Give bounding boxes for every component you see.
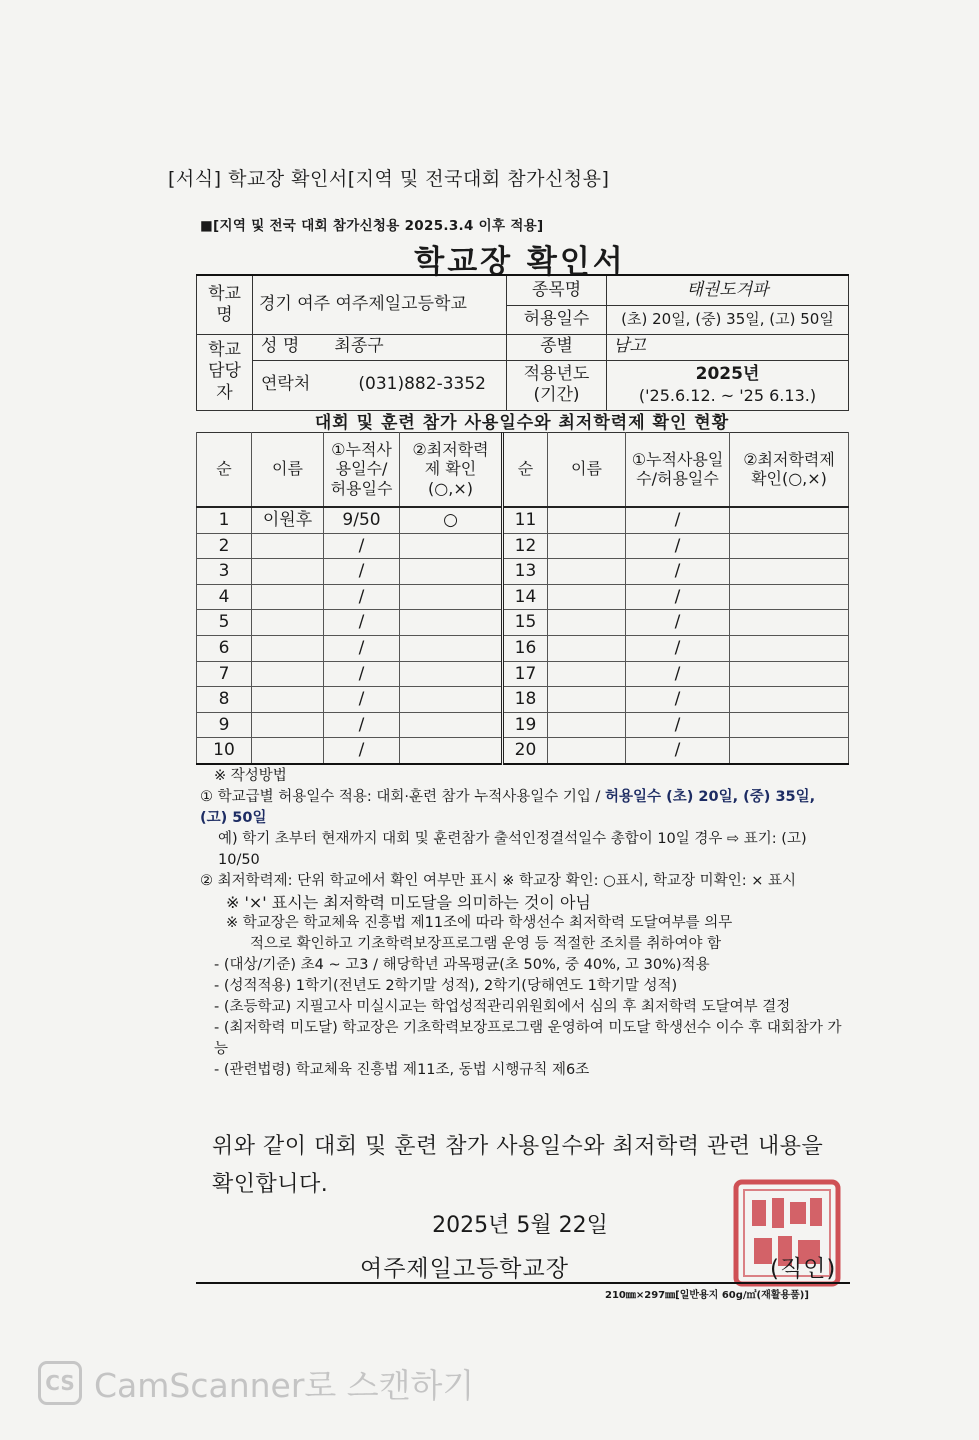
- table-row: [197, 533, 849, 559]
- row-name: [252, 533, 324, 559]
- row-name: [548, 712, 626, 738]
- roster-body: [197, 507, 849, 764]
- header-name-right: 이름: [548, 432, 626, 507]
- row-grade: [730, 738, 849, 764]
- note-2b: 적으로 확인하고 기초학력보장프로그램 운영 등 적절한 조치를 취하여야 함: [250, 936, 722, 952]
- header-grade-left: ②최저학력제 확인(○,×): [400, 432, 503, 507]
- form-tag: [서식] 학교장 확인서[지역 및 전국대회 참가신청용]: [168, 168, 610, 190]
- year-cell: [607, 360, 849, 410]
- row-days: /: [324, 533, 400, 559]
- detail-1: - (대상/기준) 초4 ~ 고3 / 해당학년 과목평균(초 50%, 중 40%, 고 30%)적용: [214, 957, 710, 973]
- row-days: /: [324, 687, 400, 713]
- name-value: 최종구: [334, 336, 384, 357]
- instruction-1-example: 예) 학기 초부터 현재까지 대회 및 훈련참가 출석인정결석일수 총합이 10일 경우 ⇨ 표기: (고) 10/50: [218, 831, 807, 868]
- row-days: /: [324, 738, 400, 764]
- row-no: 1: [197, 507, 252, 533]
- instruction-1: [200, 787, 846, 829]
- contact-value: (031)882-3352: [358, 374, 486, 395]
- row-grade: [400, 635, 503, 661]
- row-no: 5: [197, 610, 252, 636]
- row-no: 6: [197, 635, 252, 661]
- row-name: [548, 635, 626, 661]
- row-days: /: [626, 687, 730, 713]
- row-no: 2: [197, 533, 252, 559]
- row-no: 16: [503, 635, 548, 661]
- header-grade-right: ②최저학력제 확인(○,×): [730, 432, 849, 507]
- watermark-text: CamScanner로 스캔하기: [94, 1365, 475, 1405]
- row-days: /: [324, 584, 400, 610]
- row-no: 19: [503, 712, 548, 738]
- row-no: 11: [503, 507, 548, 533]
- row-name: [548, 687, 626, 713]
- school-info-table: [196, 274, 849, 411]
- table-row: [197, 610, 849, 636]
- row-name: [252, 635, 324, 661]
- instruction-2: ② 최저학력제: 단위 학교에서 확인 여부만 표시 ※ 학교장 확인: ○표시, 학교장 미확인: × 표시: [200, 873, 796, 889]
- row-no: 8: [197, 687, 252, 713]
- confirmation-text: 위와 같이 대회 및 훈련 참가 사용일수와 최저학력 관련 내용을 확인합니다.: [212, 1134, 824, 1197]
- row-name: [252, 661, 324, 687]
- row-grade: [400, 712, 503, 738]
- paper-spec: 210㎜×297㎜[일반용지 60g/㎡(재활용품)]: [605, 1290, 809, 1301]
- row-days: /: [324, 559, 400, 585]
- table-row: [197, 635, 849, 661]
- school-value: 경기 여주 여주제일고등학교: [253, 275, 507, 334]
- allowed-days-label: 허용일수: [507, 305, 607, 334]
- row-name: [252, 559, 324, 585]
- principal-title: 여주제일고등학교장: [360, 1256, 569, 1282]
- row-days: /: [626, 738, 730, 764]
- allowed-days-value: (초) 20일, (중) 35일, (고) 50일: [607, 305, 849, 334]
- applicability-notice: ■[지역 및 전국 대회 참가신청용 2025.3.4 이후 적용]: [200, 218, 544, 234]
- note-1: ※ '×' 표시는 최저학력 미도달을 의미하는 것이 아님: [226, 893, 591, 912]
- status-title: 대회 및 훈련 참가 사용일수와 최저학력제 확인 현황: [196, 408, 848, 433]
- instructions: [200, 766, 846, 1081]
- row-grade: [730, 507, 849, 533]
- row-grade: [400, 738, 503, 764]
- row-no: 17: [503, 661, 548, 687]
- row-grade: [730, 533, 849, 559]
- row-name: [252, 610, 324, 636]
- row-days: /: [324, 661, 400, 687]
- year-value: 2025년: [695, 364, 760, 385]
- manager-label: 학교담당자: [197, 334, 253, 410]
- instruction-1-text: ① 학교급별 허용일수 적용: 대회·훈련 참가 누적사용일수 기입 /: [200, 789, 606, 805]
- bottom-rule: [196, 1282, 850, 1284]
- row-grade: [400, 533, 503, 559]
- row-days: /: [626, 635, 730, 661]
- header-no-left: 순: [197, 432, 252, 507]
- row-no: 14: [503, 584, 548, 610]
- header-name-left: 이름: [252, 432, 324, 507]
- row-no: 10: [197, 738, 252, 764]
- row-grade: [400, 610, 503, 636]
- camscanner-logo-icon: CS: [38, 1361, 82, 1405]
- event-label: 종목명: [507, 275, 607, 305]
- row-grade: [400, 584, 503, 610]
- table-row: [197, 559, 849, 585]
- camscanner-watermark: [38, 1360, 474, 1406]
- issue-date: 2025년 5월 22일: [432, 1213, 608, 1238]
- period-value: ('25.6.12. ~ '25 6.13.): [638, 385, 817, 405]
- detail-5: - (관련법령) 학교체육 진흥법 제11조, 동법 시행규칙 제6조: [214, 1062, 590, 1078]
- row-name: [548, 661, 626, 687]
- row-name: [548, 738, 626, 764]
- row-no: 7: [197, 661, 252, 687]
- table-row: [197, 661, 849, 687]
- row-no: 4: [197, 584, 252, 610]
- row-days: /: [626, 610, 730, 636]
- row-name: [548, 559, 626, 585]
- row-days: /: [626, 584, 730, 610]
- row-grade: [730, 661, 849, 687]
- row-grade: [730, 610, 849, 636]
- gender-value: 남고: [607, 334, 849, 360]
- seal-mark-label: (직인): [770, 1256, 837, 1282]
- row-days: /: [626, 712, 730, 738]
- note-2a: ※ 학교장은 학교체육 진흥법 제11조에 따라 학생선수 최저학력 도달여부를 의무: [226, 915, 733, 931]
- header-days-right: ①누적사용일수/허용일수: [626, 432, 730, 507]
- row-days: /: [324, 635, 400, 661]
- row-no: 12: [503, 533, 548, 559]
- header-days-left: ①누적사용일수/허용일수: [324, 432, 400, 507]
- roster-table: [196, 432, 849, 765]
- row-grade: [730, 712, 849, 738]
- row-name: [252, 738, 324, 764]
- document-title: 학교장 확인서: [414, 244, 626, 280]
- event-value: 태권도겨파: [607, 275, 849, 305]
- row-days: /: [626, 507, 730, 533]
- row-name: 이원후: [252, 507, 324, 533]
- row-grade: [400, 559, 503, 585]
- row-days: /: [626, 533, 730, 559]
- row-name: [548, 507, 626, 533]
- row-name: [252, 712, 324, 738]
- name-label: 성 명: [261, 336, 300, 357]
- contact-label: 연락처: [261, 374, 311, 395]
- detail-3: - (초등학교) 지필고사 미실시교는 학업성적관리위원회에서 심의 후 최저학력 도달여부 결정: [214, 999, 791, 1015]
- row-grade: [730, 559, 849, 585]
- row-grade: [400, 661, 503, 687]
- row-days: /: [626, 661, 730, 687]
- row-grade: [400, 687, 503, 713]
- row-days: 9/50: [324, 507, 400, 533]
- detail-4: - (최저학력 미도달) 학교장은 기초학력보장프로그램 운영하여 미도달 학생선수 이수 후 대회참가 가능: [214, 1020, 842, 1057]
- row-grade: [730, 687, 849, 713]
- row-name: [252, 584, 324, 610]
- row-grade: ○: [400, 507, 503, 533]
- table-row: [197, 584, 849, 610]
- row-no: 3: [197, 559, 252, 585]
- instruction-1-highlight: 허용일수 (초) 20일, (중) 35일, (고) 50일: [200, 789, 816, 826]
- row-days: /: [324, 610, 400, 636]
- table-row: [197, 507, 849, 533]
- row-no: 15: [503, 610, 548, 636]
- row-days: /: [324, 712, 400, 738]
- row-grade: [730, 635, 849, 661]
- header-no-right: 순: [503, 432, 548, 507]
- row-no: 13: [503, 559, 548, 585]
- row-name: [548, 610, 626, 636]
- year-label: 적용년도(기간): [507, 360, 607, 410]
- manager-name-cell: [253, 334, 507, 360]
- instructions-heading: ※ 작성방법: [214, 768, 287, 784]
- row-no: 18: [503, 687, 548, 713]
- row-name: [548, 584, 626, 610]
- gender-label: 종별: [507, 334, 607, 360]
- row-grade: [730, 584, 849, 610]
- table-row: [197, 738, 849, 764]
- row-no: 9: [197, 712, 252, 738]
- row-days: /: [626, 559, 730, 585]
- table-row: [197, 687, 849, 713]
- row-name: [548, 533, 626, 559]
- manager-contact-cell: [253, 360, 507, 410]
- school-label: 학교명: [197, 275, 253, 334]
- table-row: [197, 712, 849, 738]
- row-no: 20: [503, 738, 548, 764]
- row-name: [252, 687, 324, 713]
- detail-2: - (성적적용) 1학기(전년도 2학기말 성적), 2학기(당해연도 1학기말 성적): [214, 978, 678, 994]
